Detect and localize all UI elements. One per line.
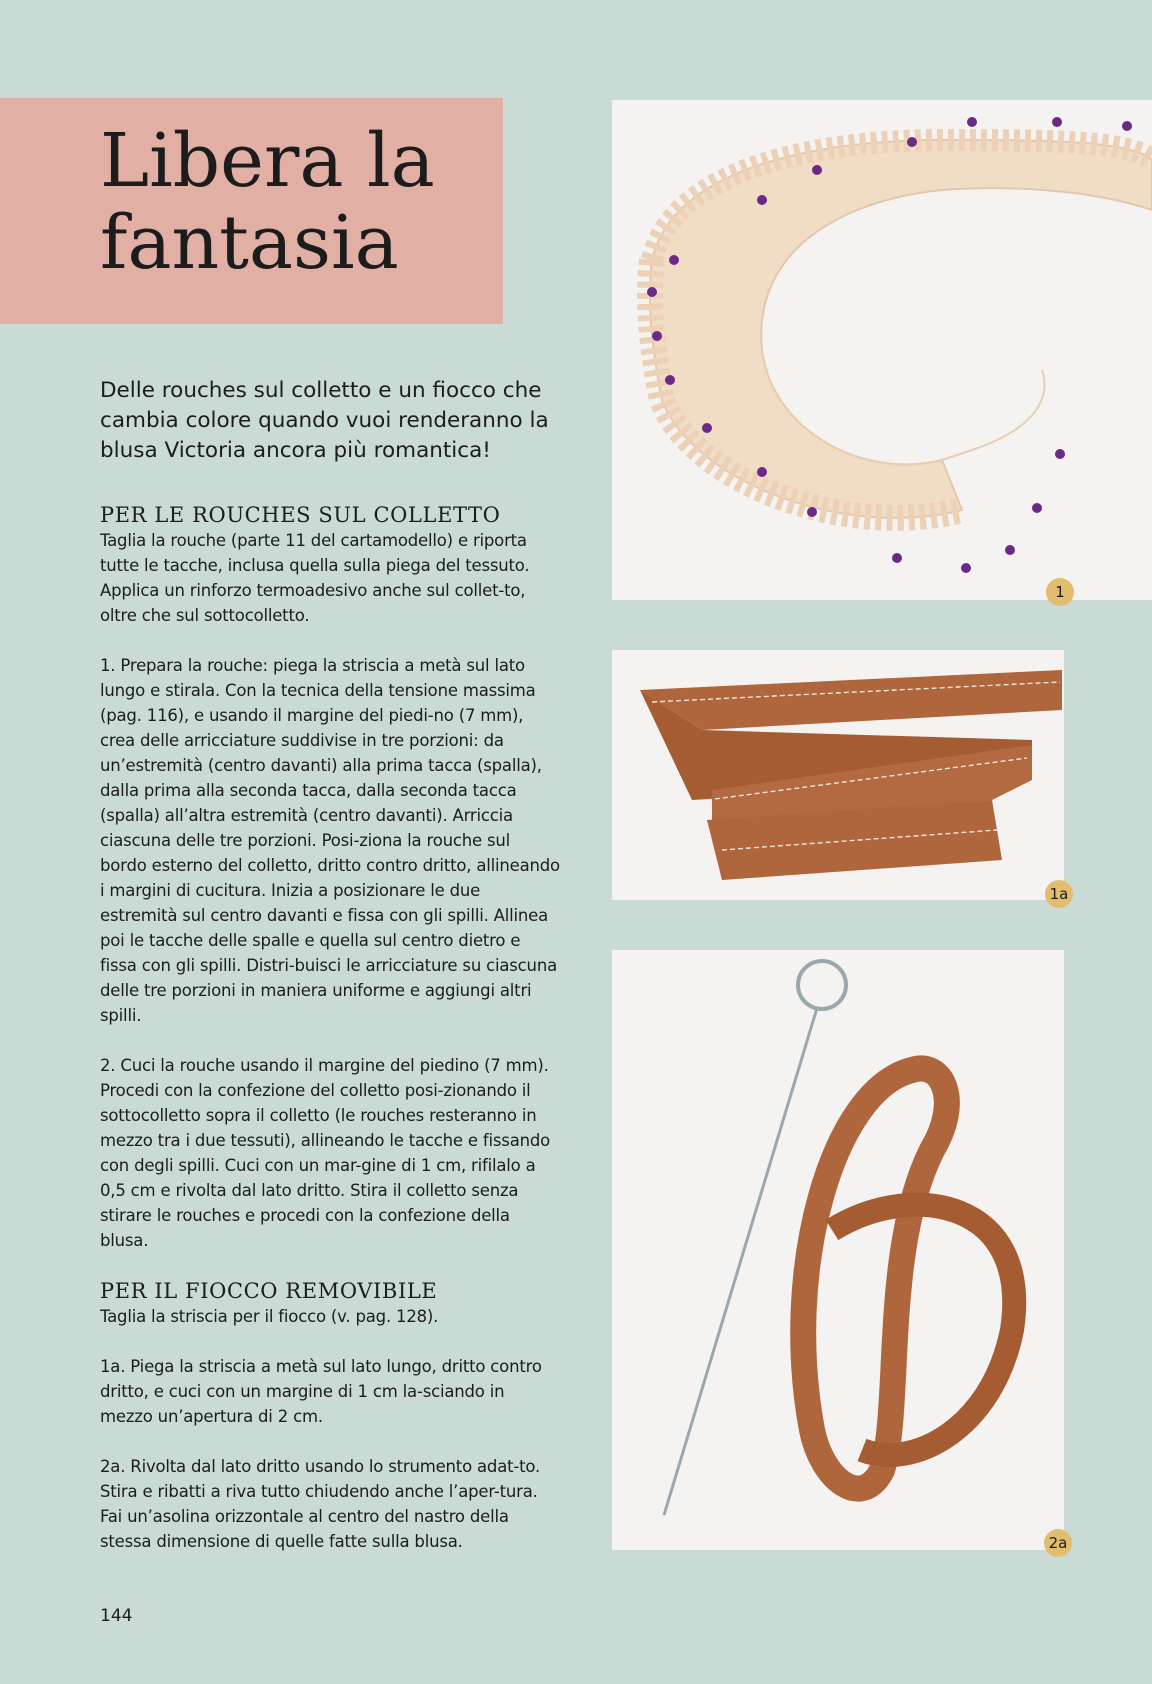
photo-badge: 1 [1046, 578, 1074, 606]
photo-folded-strip [612, 650, 1064, 900]
page-number: 144 [100, 1606, 133, 1626]
photo-badge: 1a [1045, 880, 1073, 908]
step-1-paragraph: 1. Prepara la rouche: piega la striscia a metà sul lato lungo e stirala. Con la tecnica della tensione massima (pag. 116), e usando il margine del piedi-no (7 mm), crea delle arricciature suddivise in tre porzioni: da un’estremità (centro davanti) alla prima tacca (spalla), dalla prima alla seconda tacca, dalla seconda tacca (spalla) all’altra estremità (centro davanti). Arriccia ciascuna delle tre porzioni. Posi-ziona la rouche sul bordo esterno del colletto, dritto contro dritto, allineando i margini di cucitura. Inizia a posizionare le due estremità sul centro davanti e fissa con gli spilli. Allinea poi le tacche delle spalle e quella sul centro dietro e fissa con gli spilli. Distri-buisci le arricciature su ciascuna delle tre porzioni in maniera uniforme e aggiungi altri spilli. [100, 656, 560, 1025]
photo-badge: 2a [1044, 1529, 1072, 1557]
section-rouches [100, 502, 560, 1253]
folded-strip-illustration [612, 650, 1064, 900]
photo-turning-tool [612, 950, 1064, 1550]
step-1a-paragraph: 1a. Piega la striscia a metà sul lato lungo, dritto contro dritto, e cuci con un margine di 1 cm la-sciando in mezzo un’apertura di 2 cm. [100, 1357, 542, 1426]
collar-ruffle-illustration [612, 100, 1152, 600]
step-2-paragraph: 2. Cuci la rouche usando il margine del piedino (7 mm). Procedi con la confezione del colletto posi-zionando il sottocolletto sopra il colletto (le rouches resteranno in mezzo tra i due tessuti), allineando le tacche e fissando con degli spilli. Cuci con un mar-gine di 1 cm, rifilalo a 0,5 cm e rivolta dal lato dritto. Stira il colletto senza stirare le rouches e procedi con la confezione della blusa. [100, 1056, 551, 1250]
paragraph: Taglia la striscia per il fiocco (v. pag. 128). [100, 1307, 439, 1326]
paragraph: Taglia la rouche (parte 11 del cartamodello) e riporta tutte le tacche, inclusa quella sulla piega del tessuto. Applica un rinforzo termoadesivo anche sul collet-to, oltre che sul sottocolletto. [100, 531, 530, 625]
turning-tool-illustration [612, 950, 1064, 1550]
section-fiocco [100, 1278, 560, 1554]
photo-collar-ruffle [612, 100, 1152, 600]
section-heading-fiocco: PER IL FIOCCO REMOVIBILE [100, 1279, 438, 1303]
page-title: Libera la fantasia [100, 118, 435, 286]
intro-text: Delle rouches sul colletto e un fiocco che cambia colore quando vuoi renderanno la blusa Victoria ancora più romantica! [100, 378, 549, 463]
step-2a-paragraph: 2a. Rivolta dal lato dritto usando lo strumento adat-to. Stira e ribatti a riva tutto chiudendo anche l’aper-tura. Fai un’asolina orizzontale al centro del nastro della stessa dimensione di quelle fatte sulla blusa. [100, 1457, 541, 1551]
section-heading-rouches: PER LE ROUCHES SUL COLLETTO [100, 503, 501, 527]
